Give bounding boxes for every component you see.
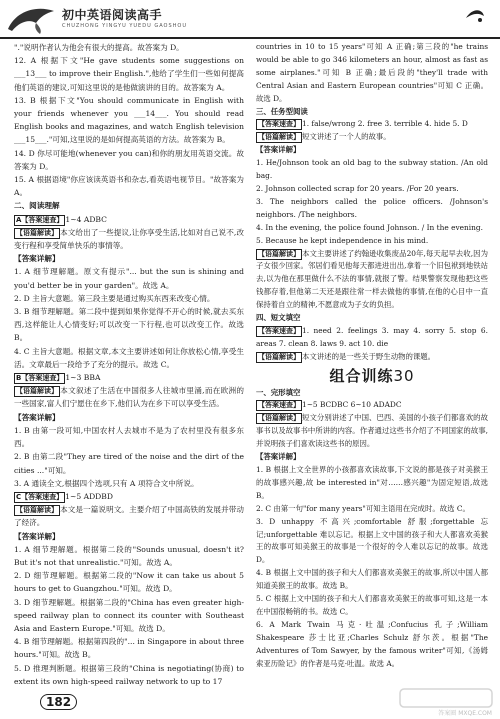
explanation-item: 3. D 细节理解题。根据第二段的"China has even greater high-speed railway plan to connect its counter with Southeast Asia and Eastern Europe."可知。故选 D。 xyxy=(14,597,244,633)
line-text: 1. false/wrong 2. free 3. terrible 4. hide 5. D xyxy=(302,119,468,129)
explanation-item: 4. B 细节理解题。根据第四段的"... in Singapore in about three hours."可知。故选 B。 xyxy=(14,637,244,660)
explanation-item: 3. A 通读全文,根据四个选项,只有 A 项符合文中所说。 xyxy=(14,478,199,488)
answer-detail-heading: 【答案详解】 xyxy=(256,452,301,462)
answer-key-line xyxy=(256,118,488,131)
left-column xyxy=(14,41,244,688)
unit-title-prefix: 组合训练 xyxy=(329,366,394,385)
answer-key-label: 【答案速查】 xyxy=(258,401,300,410)
passage-analysis xyxy=(256,351,488,364)
corner-mark-icon xyxy=(464,6,486,26)
answer-key-label: B【答案速查】 xyxy=(16,374,64,383)
right-column xyxy=(256,41,488,671)
explanation-item: 1. He/Johnson took an old bag to the subway station. /An old bag. xyxy=(256,158,488,181)
brand-block xyxy=(62,6,187,29)
dolphin-logo-icon xyxy=(6,3,58,35)
passage-analysis xyxy=(256,412,488,451)
explanation-item: 2. Johnson collected scrap for 20 years. /For 20 years. xyxy=(256,183,459,193)
answer-key-label: 【答案速查】 xyxy=(258,120,300,129)
answer-key-line xyxy=(256,399,488,412)
explanation-item: 2. D 细节理解题。根据第二段的"Now it can take us about 5 hours to get to Guangzhou."可知。故选 D。 xyxy=(14,571,244,594)
answer-key-line xyxy=(14,490,244,503)
page-header xyxy=(0,0,500,40)
explanation-item: "."说明作者认为他会有很大的提高。故答案为 D。 xyxy=(14,43,184,52)
answer-key-line xyxy=(14,213,244,226)
line-text: 本文叙述了生活在中国很多人往城市里涌,而在欧洲的一些国家,富人们宁愿住在乡下,他们认为在乡下可以享受生活。 xyxy=(14,386,244,409)
answer-key-label: A【答案速查】 xyxy=(16,215,64,224)
analysis-label: 【语篇解读】 xyxy=(16,228,58,237)
line-text: 1. need 2. feelings 3. may 4. sorry 5. stop 6. areas 7. clean 8. laws 9. act 10. die xyxy=(256,325,488,348)
analysis-label: 【语篇解读】 xyxy=(258,414,300,423)
analysis-label: 【语篇解读】 xyxy=(16,506,58,515)
explanation-item: 5. Because he kept independence in his mind. xyxy=(256,235,429,245)
explanation-item: 5. C 根据上文中国的孩子和大人们都喜欢美猴王的故事可知,这是一本在中国很畅销的书。故选 C。 xyxy=(256,594,488,616)
answer-key-line xyxy=(14,371,244,384)
watermark-text: 答案圈 MXQE.COM xyxy=(438,710,492,717)
explanation-item: 14. D 你尽可能地(whenever you can)和你的朋友用英语交流。故答案为 D。 xyxy=(14,148,244,171)
passage-analysis xyxy=(14,384,244,410)
passage-analysis xyxy=(256,131,488,144)
explanation-item: 2. B 由第二段"They are tired of the noise and the dirt of the cities ..."可知。 xyxy=(14,452,244,475)
line-text: 1~5 ADDBD xyxy=(65,491,113,501)
passage-analysis xyxy=(14,503,244,529)
explanation-item: 5. D 推理判断题。根据第三段的"China is negotiating(协商) to extent its own high-speed railway network to up to 17 xyxy=(14,663,244,686)
passage-analysis xyxy=(256,248,488,313)
line-text: 本文是一篇说明文。主要介绍了中国高铁的发展并带动了经济。 xyxy=(14,505,244,528)
explanation-item: 3. D unhappy 不高兴;comfortable 舒服;forgettable 忘记;unforgettable 难以忘记。根据上文中国的孩子和大人都喜欢美猴王的故事可知美猴王的故事是一个很好的令人难以忘记的故事。故选 D。 xyxy=(256,516,488,565)
line-text: 本文讲述的是一些关于野生动物的课题。 xyxy=(302,351,436,361)
explanation-item: 2. C 由第一句"for many years"可知主语用在完成时。故选 C。 xyxy=(256,503,470,513)
unit-title-number: 30 xyxy=(393,366,415,385)
explanation-item: 4. In the evening, the police found Johnson. / In the evening. xyxy=(256,222,483,232)
answer-key-label: C【答案速查】 xyxy=(16,492,64,501)
explanation-item: 13. B 根据下文"You should communicate in English with your friends whenever you ___14___. You should read English books and magazines, and watch English television ___15___."可知,这里说的是如何提高英语的方法。故答案为 B。 xyxy=(14,95,244,145)
answer-key-label: 【答案速查】 xyxy=(258,326,300,335)
watermark xyxy=(398,687,494,717)
analysis-label: 【语篇解读】 xyxy=(258,249,300,258)
watermark-logo-icon xyxy=(398,687,494,709)
explanation-item: 2. D 主旨大意题。第三段主要是通过购买东西来改变心情。 xyxy=(14,293,215,303)
passage-analysis xyxy=(14,226,244,252)
line-text: 1~5 BCDBC 6~10 ADADC xyxy=(302,400,402,410)
explanation-item: 1. A 细节理解题。原文有提示"... but the sun is shining and you'd better be in your garden"。故选 A。 xyxy=(14,267,244,290)
answer-key-line xyxy=(256,325,488,351)
line-text: 本文主要讲述了约翰逊收集废品20年,每天起早去收,因为子女很少回家。邻居们看见他每天都进进出出,拿着一个旧包袱到地铁站去,以为他在那里做什么不法的事情,就报了警。结果警察发现他把这些钱都存着,但他第二天还是跟往常一样去做他的事情,在他的心目中一直保持着自立的精神,不愿意成为子女的负担。 xyxy=(256,248,488,310)
explanation-item: 6. A Mark Twain 马克·吐温;Confucius 孔子;William Shakespeare 莎士比亚;Charles Schulz 舒尔茨。根据"The Adventures of Tom Sawyer, by the famous writer"可知,《汤姆索亚历险记》的作者是马克·吐温。故选 A。 xyxy=(256,619,488,668)
section-heading: 一、完形填空 xyxy=(256,387,301,397)
explanation-item: 15. A 根据语境"你应该读英语书和杂志,看英语电视节目。"故答案为 A。 xyxy=(14,175,244,198)
section-heading: 四、短文填空 xyxy=(256,313,301,323)
page-number: 182 xyxy=(40,694,77,710)
right-column-section-a xyxy=(256,41,488,364)
explanation-item: 1. B 根据上文全世界的小孩都喜欢读故事,下文说的都是孩子对美猴王的故事感兴趣,故 be interested in"对……感兴趣"为固定短语,故选 B。 xyxy=(256,465,488,500)
answer-detail-heading: 【答案详解】 xyxy=(14,531,60,541)
answer-detail-heading: 【答案详解】 xyxy=(256,145,301,155)
section-heading: 三、任务型阅读 xyxy=(256,106,308,116)
answer-detail-heading: 【答案详解】 xyxy=(14,254,60,264)
unit-title xyxy=(256,366,488,385)
line-text: 1~4 ADBC xyxy=(65,214,107,224)
explanation-item: 1. B 由第一段可知,中国农村人去城市不是为了农村里没有很多东西。 xyxy=(14,425,244,449)
analysis-label: 【语篇解读】 xyxy=(16,387,58,396)
analysis-label: 【语篇解读】 xyxy=(258,352,300,361)
explanation-item: 4. B 根据上文中国的孩子和大人们都喜欢美猴王的故事,所以中国人都知道美猴王的故事。故选 B。 xyxy=(256,568,488,591)
line-text: 本文给出了一些提议,让你享受生活,比如对自己说不,改变行程和享受简单快乐的事情等。 xyxy=(14,227,244,251)
explanation-item: 3. B 细节理解题。第二段中提到如果你觉得不开心的时候,就去买东西,这样能让人心情变好;可以改变一下行程,也可以改变工作。故选 B。 xyxy=(14,307,244,343)
answer-detail-heading: 【答案详解】 xyxy=(14,412,60,422)
line-text: 短文讲述了一个人的故事。 xyxy=(302,132,391,142)
explanation-item: countries in 10 to 15 years"可知 A 正确;第三段的"he trains would be able to go 346 kilometers an hour, almost as fast as some airplanes."可知 B 正确;最后段的"they'll trade with Central Asian and Eastern European countries"可知 C 正确。故选 D。 xyxy=(256,42,488,103)
explanation-item: 3. The neighbors called the police officers. /Johnson's neighbors. /The neighbors. xyxy=(256,196,488,219)
analysis-label: 【语篇解读】 xyxy=(258,133,300,142)
explanation-item: 4. C 主旨大意题。根据文章,本文主要讲述如何让你放松心情,享受生活。文章最后一段给予了充分的提示。故选 C。 xyxy=(14,346,244,369)
header-rule xyxy=(0,37,500,39)
brand-pinyin: CHUZHONG YINGYU YUEDU GAOSHOU xyxy=(62,23,187,29)
explanation-item: 1. A 细节理解题。根据第二段的"Sounds unusual, doesn't it? But it's not that unrealistic."可知。故选 A。 xyxy=(14,544,244,567)
brand-title: 初中英语阅读高手 xyxy=(62,8,163,22)
right-column-section-b xyxy=(256,387,488,671)
explanation-item: 12. A 根据下文"He gave students some suggestions on ___13___ to improve their English.",他给了学生们一些如何提高他们英语的建议,可知这里说的是他做演讲的目的。故答案为 A。 xyxy=(14,56,244,92)
line-text: 短文分别讲述了中国、巴西、美国的小孩子们都喜欢的故事书以及故事书中所讲的内容。作者通过这些书介绍了不同国家的故事,并说明孩子们喜欢读这些书的原因。 xyxy=(256,413,488,449)
section-heading: 二、阅读理解 xyxy=(14,201,60,211)
line-text: 1~3 BBA xyxy=(65,373,101,383)
